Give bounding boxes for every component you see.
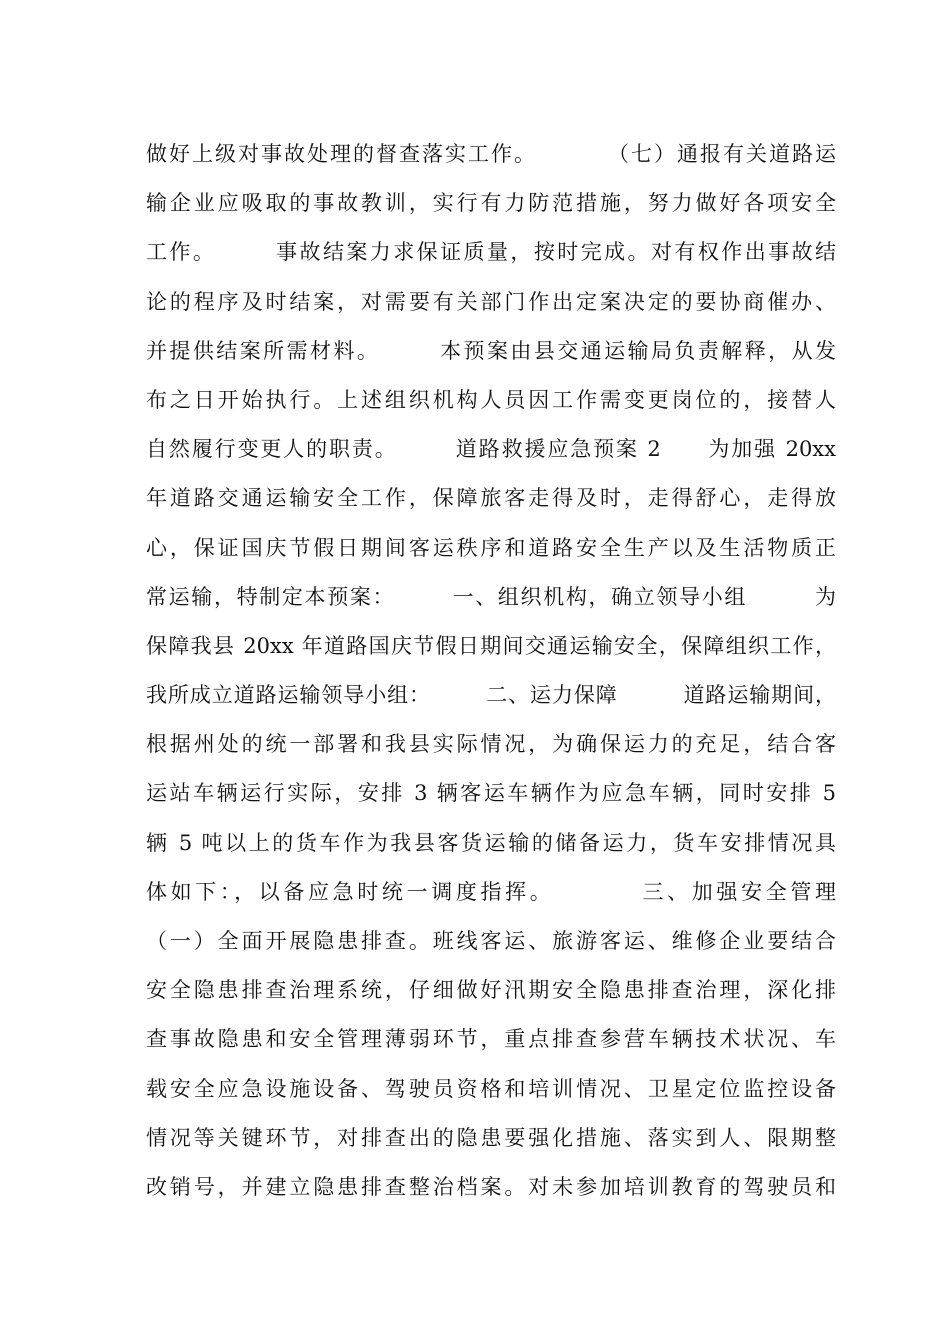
text-line: 输企业应吸取的事故教训，实行有力防范措施，努力做好各项安全	[146, 191, 836, 216]
text-line: （一）全面开展隐患排查。班线客运、旅游客运、维修企业要结合	[146, 929, 836, 953]
text-line: 情况等关键环节，对排查出的隐患要强化措施、落实到人、限期整	[146, 1125, 836, 1150]
text-line: 载安全应急设施设备、驾驶员资格和培训情况、卫星定位监控设备	[146, 1076, 836, 1101]
text-line: 并提供结案所需材料。 本预案由县交通运输局负责解释，从发	[146, 338, 836, 363]
text-line: 工作。 事故结案力求保证质量，按时完成。对有权作出事故结	[146, 240, 836, 265]
text-line: 做好上级对事故处理的督查落实工作。 （七）通报有关道路运	[146, 142, 836, 166]
text-line: 运站车辆运行实际，安排 3 辆客运车辆作为应急车辆，同时安排 5	[146, 781, 836, 806]
text-line: 安全隐患排查治理系统，仔细做好汛期安全隐患排查治理，深化排	[146, 978, 836, 1003]
text-line: 改销号，并建立隐患排查整治档案。对未参加培训教育的驾驶员和	[146, 1174, 836, 1199]
text-line: 布之日开始执行。上述组织机构人员因工作需变更岗位的，接替人	[146, 387, 836, 412]
text-line: 辆 5 吨以上的货车作为我县客货运输的储备运力，货车安排情况具	[146, 830, 836, 855]
text-line: 心，保证国庆节假日期间客运秩序和道路安全生产以及生活物质正	[146, 535, 836, 560]
text-line: 年道路交通运输安全工作，保障旅客走得及时，走得舒心，走得放	[146, 486, 836, 511]
text-line: 体如下：，以备应急时统一调度指挥。 三、加强安全管理	[146, 879, 836, 904]
text-line: 常运输，特制定本预案： 一、组织机构，确立领导小组 为	[146, 584, 836, 609]
text-line: 保障我县 20xx 年道路国庆节假日期间交通运输安全，保障组织工作，	[146, 633, 836, 658]
body-text	[146, 130, 836, 1212]
text-line: 根据州处的统一部署和我县实际情况，为确保运力的充足，结合客	[146, 732, 836, 757]
text-line: 自然履行变更人的职责。 道路救援应急预案 2 为加强 20xx	[146, 437, 836, 462]
text-line: 论的程序及时结案，对需要有关部门作出定案决定的要协商催办、	[146, 289, 836, 314]
text-line: 我所成立道路运输领导小组： 二、运力保障 道路运输期间，	[146, 683, 836, 708]
text-line: 查事故隐患和安全管理薄弱环节，重点排查参营车辆技术状况、车	[146, 1027, 836, 1052]
